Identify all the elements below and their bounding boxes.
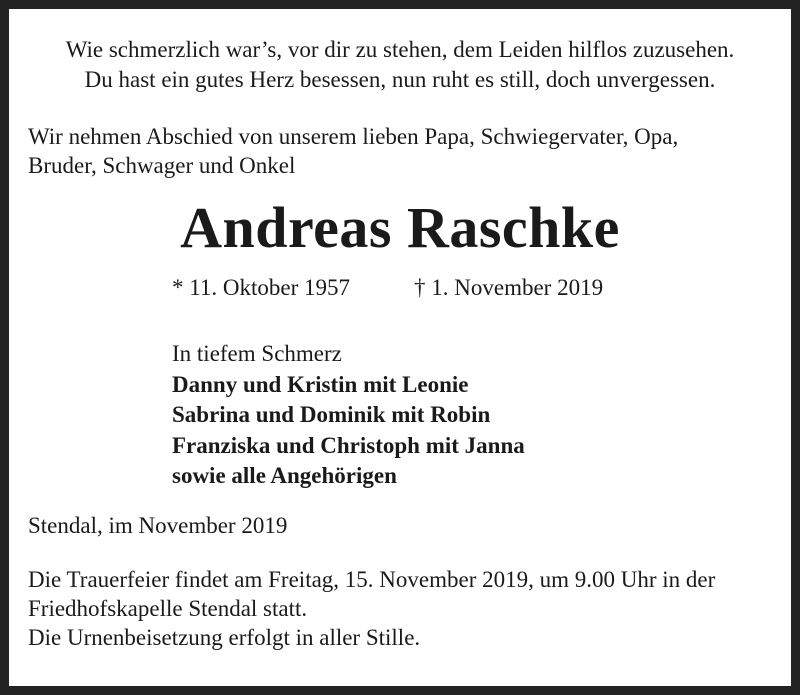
- deceased-name: Andreas Raschke: [180, 195, 620, 260]
- ceremony-line-1: Die Trauerfeier findet am Freitag, 15. November 2019, um 9.00 Uhr in der: [28, 567, 716, 592]
- ceremony-line-3: Die Urnenbeisetzung erfolgt in aller Stille.: [28, 625, 421, 650]
- intro-line-1: Wir nehmen Abschied von unserem lieben Papa, Schwiegervater, Opa,: [28, 124, 679, 149]
- mourner-line: Sabrina und Dominik mit Robin: [172, 402, 491, 427]
- mourner-line: sowie alle Angehörigen: [172, 463, 397, 488]
- intro-line-2: Bruder, Schwager und Onkel: [28, 153, 296, 178]
- mourner-line: Franziska und Christoph mit Janna: [172, 433, 525, 458]
- poem-line-1: Wie schmerzlich war’s, vor dir zu stehen, dem Leiden hilflos zuzusehen.: [65, 37, 735, 62]
- birth-date: * 11. Oktober 1957: [172, 275, 351, 300]
- ceremony-line-2: Friedhofskapelle Stendal statt.: [28, 596, 308, 621]
- mourner-line: Danny und Kristin mit Leonie: [172, 372, 469, 397]
- place-date: Stendal, im November 2019: [28, 513, 288, 538]
- death-date: † 1. November 2019: [414, 275, 604, 300]
- mourners-heading: In tiefem Schmerz: [172, 341, 342, 366]
- poem-line-2: Du hast ein gutes Herz besessen, nun ruht es still, doch unvergessen.: [84, 67, 716, 92]
